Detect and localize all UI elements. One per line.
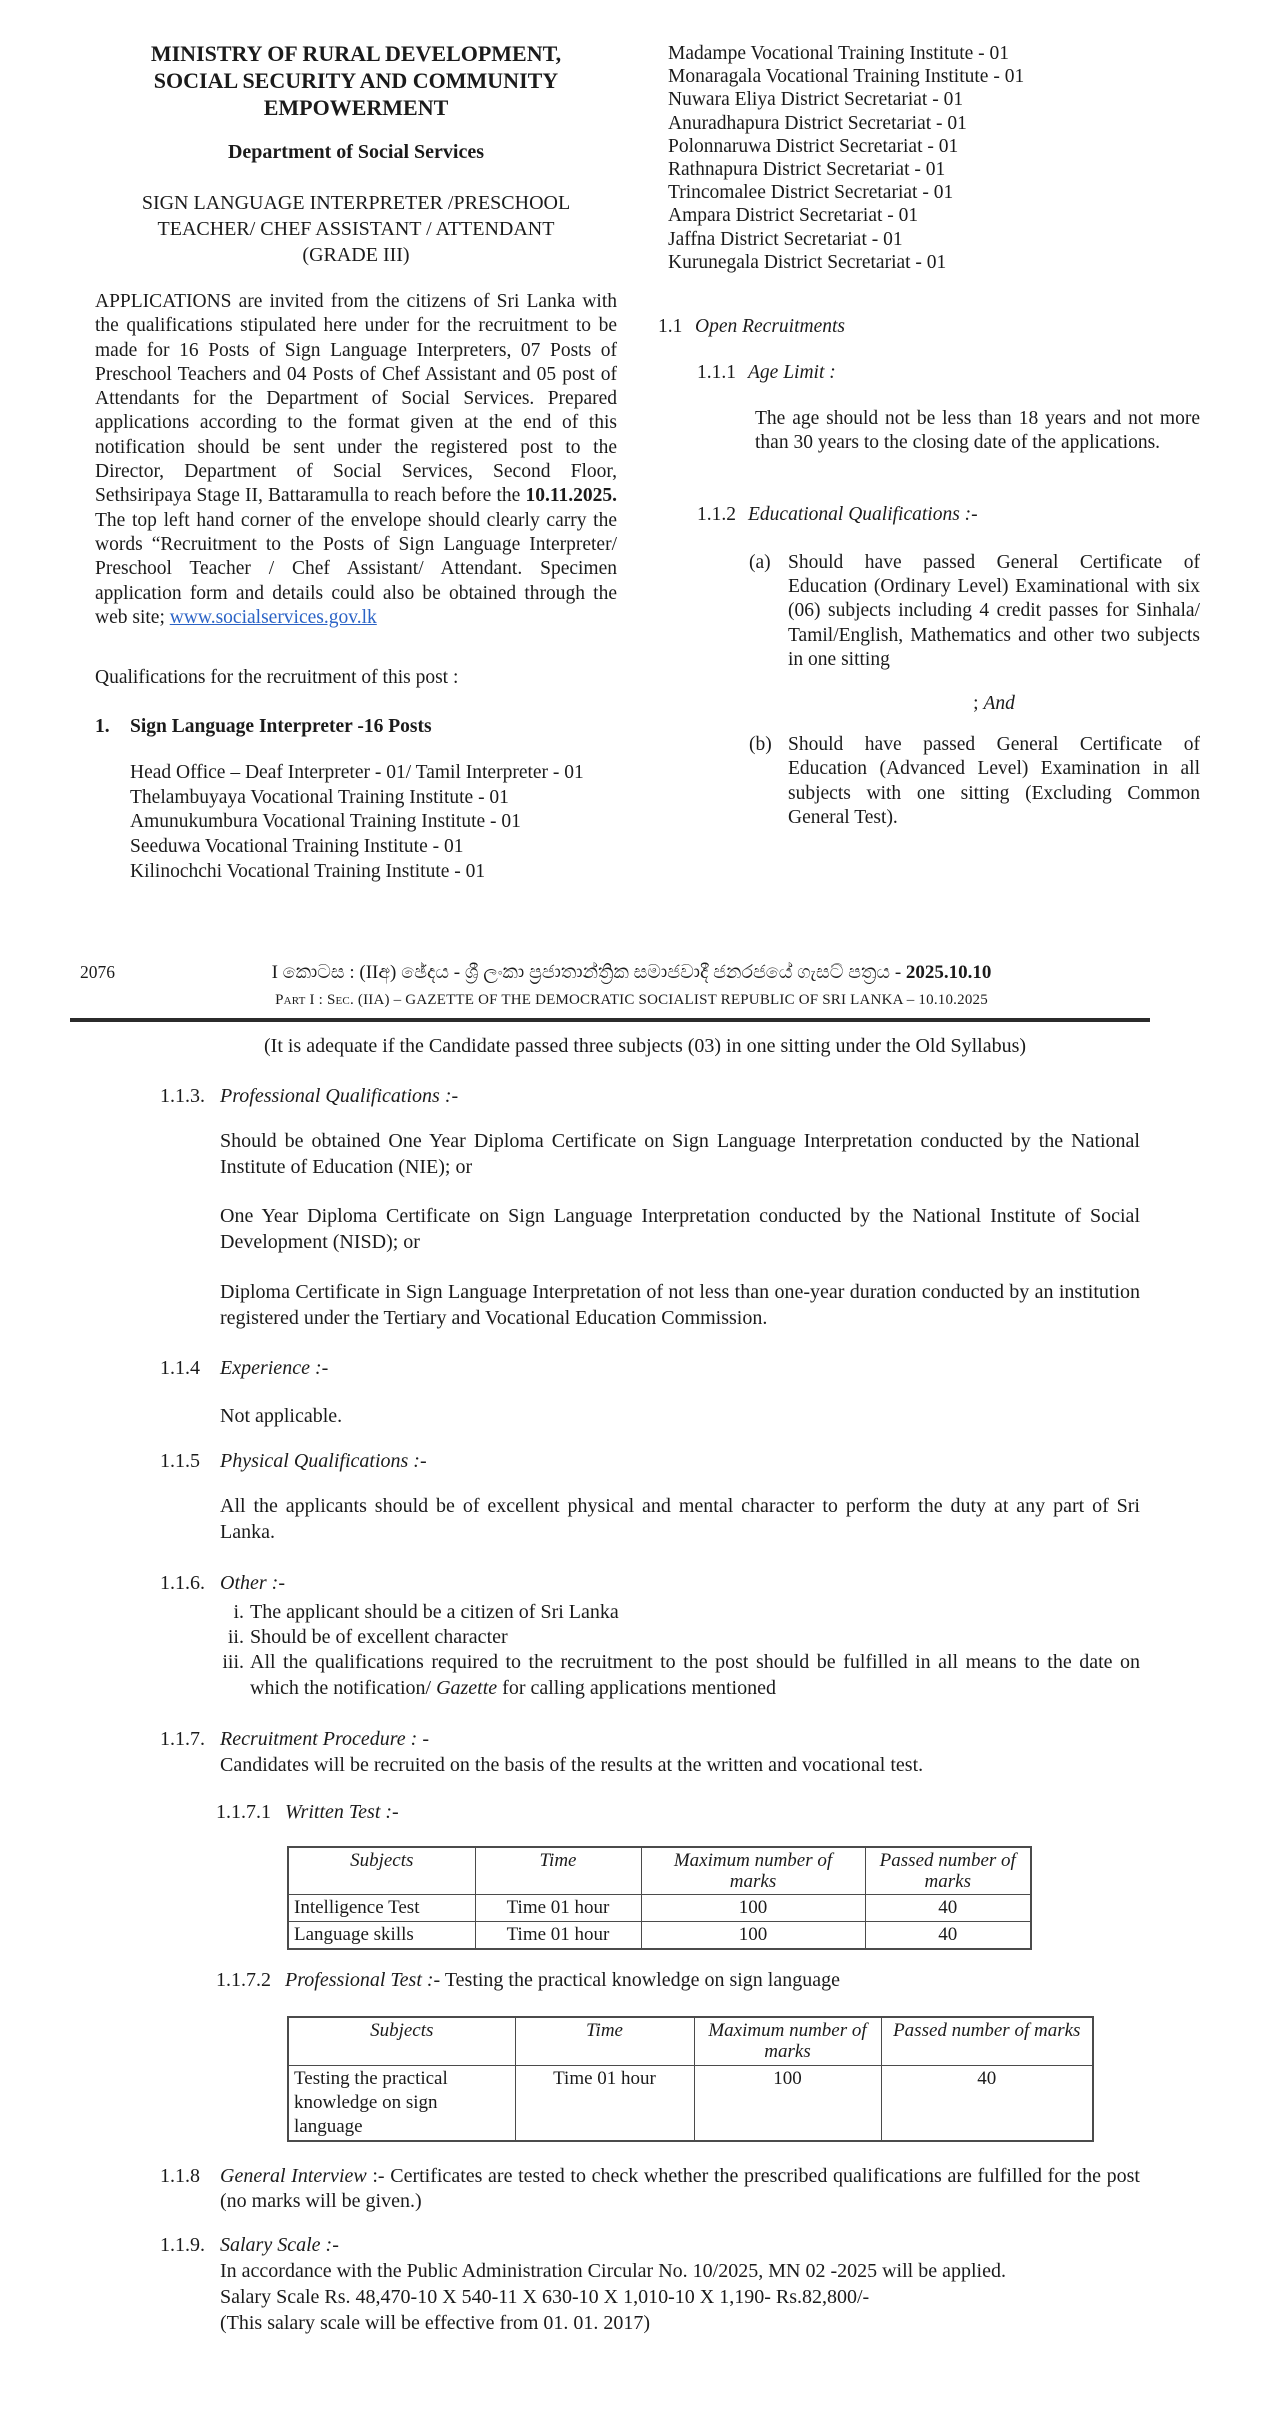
ministry-title: [95, 40, 617, 121]
header-double-rule: [70, 1018, 1150, 1022]
post-title-line-2: TEACHER/ CHEF ASSISTANT / ATTENDANT: [157, 218, 555, 240]
post-title-line-1: SIGN LANGUAGE INTERPRETER /PRESCHOOL: [141, 192, 571, 214]
section-title: Written Test :-: [285, 1800, 399, 1823]
location-item: Polonnaruwa District Secretariat - 01: [668, 135, 959, 157]
connector-and: [788, 692, 1200, 716]
column-header: Passed number of marks: [865, 1847, 1031, 1895]
column-header: Maximum number of marks: [694, 2017, 881, 2065]
subject-cell: Intelligence Test: [288, 1895, 475, 1922]
post-locations-right: [668, 42, 1200, 274]
item-label: (a): [749, 551, 771, 573]
ministry-title-line-2: SOCIAL SECURITY AND COMMUNITY: [153, 68, 559, 93]
item-text: Should have passed General Certificate of Education (Ordinary Level) Examinational with six (06) subjects including 4 credit passes for Sinhala/ Tamil/English, Mathematics and other two subjects in one sitting: [788, 551, 1200, 670]
gazette-sinhala-line: [0, 958, 1263, 988]
location-item: Jaffna District Secretariat - 01: [668, 228, 903, 250]
column-header: Subjects: [288, 2017, 515, 2065]
connector-semicolon: ;: [973, 693, 984, 715]
intro-paragraph: [95, 290, 617, 630]
pass-marks-cell: 40: [865, 1922, 1031, 1950]
section-title: Open Recruitments: [695, 316, 846, 338]
section-1-1: [658, 314, 1200, 339]
table-row: [288, 1895, 1031, 1922]
table-row: [288, 1922, 1031, 1950]
subject-cell: Testing the practical knowledge on sign language: [288, 2065, 515, 2141]
age-limit-text: The age should not be less than 18 years and not more than 30 years to the closing date of the applications.: [755, 408, 1200, 454]
post-heading-label: Sign Language Interpreter -16 Posts: [130, 716, 432, 738]
location-item: Kilinochchi Vocational Training Institute - 01: [130, 860, 486, 882]
section-number: 1.1.4: [160, 1357, 200, 1379]
pass-marks-cell: 40: [865, 1895, 1031, 1922]
time-cell: Time 01 hour: [515, 2065, 694, 2141]
gazette-page-one: [0, 0, 1263, 912]
section-number: 1.1.3.: [160, 1085, 205, 1107]
location-item: Thelambuyaya Vocational Training Institute - 01: [130, 786, 509, 808]
section-1-1-2: [697, 502, 1200, 527]
item-text: Should be of excellent character: [250, 1626, 508, 1649]
location-item: Rathnapura District Secretariat - 01: [668, 159, 946, 181]
section-title: Experience :-: [220, 1357, 329, 1379]
ministry-title-line-1: MINISTRY OF RURAL DEVELOPMENT,: [150, 41, 562, 66]
post-heading-number: 1.: [95, 716, 110, 738]
section-1-1-6: [160, 1571, 1140, 1596]
written-test-table: [287, 1846, 1032, 1951]
section-title: Salary Scale :-: [220, 2234, 339, 2257]
other-item-ii: [220, 1625, 1140, 1650]
section-title: Recruitment Procedure : -: [220, 1727, 429, 1750]
other-item-i: [220, 1600, 1140, 1625]
subject-cell: Language skills: [288, 1922, 475, 1950]
section-number: 1.1.8: [160, 2165, 200, 2188]
time-cell: Time 01 hour: [475, 1922, 641, 1950]
gazette-sinhala-date: 2025.10.10: [905, 962, 992, 983]
intro-text-1: APPLICATIONS are invited from the citizens of Sri Lanka with the qualifications stipulated here under for the recruitment to be made for 16 Posts of Sign Language Interpreters, 07 Posts of Preschool Teachers and 04 Posts of Chef Assistant and 05 post of Attendants for the Department of Social Services. Prepared applications according to the format given at the end of this notification should be sent under the registered post to the Director, Department of Social Services, Second Floor, Sethsiripaya Stage II, Battaramulla to reach before the: [95, 291, 617, 507]
gazette-running-header: [0, 958, 1263, 1010]
professional-qualification-para: Diploma Certificate in Sign Language Interpretation of not less than one-year duration conducted by an institution registered under the Tertiary and Vocational Education Commission.: [220, 1281, 1140, 1329]
max-marks-cell: 100: [641, 1895, 865, 1922]
closing-date: 10.11.2025.: [525, 485, 617, 507]
location-item: Madampe Vocational Training Institute - 01: [668, 43, 1010, 64]
experience-text: Not applicable.: [220, 1405, 343, 1427]
location-item: Seeduwa Vocational Training Institute - 01: [130, 835, 464, 857]
section-number: 1.1.6.: [160, 1572, 205, 1594]
location-item: Nuwara Eliya District Secretariat - 01: [668, 89, 964, 111]
section-line: [285, 1968, 840, 1993]
old-syllabus-note: (It is adequate if the Candidate passed three subjects (03) in one sitting under the Old Syllabus): [264, 1035, 1027, 1057]
item-text-after: for calling applications mentioned: [497, 1676, 776, 1699]
section-title: General Interview: [220, 2165, 367, 2188]
section-title: Physical Qualifications :-: [220, 1450, 427, 1472]
section-1-1-3: [160, 1084, 1140, 1109]
gazette-page-number: 2076: [80, 962, 115, 982]
salary-scale-line: In accordance with the Public Administration Circular No. 10/2025, MN 02 -2025 will be applied.: [220, 2260, 1006, 2283]
section-number: 1.1: [658, 316, 683, 338]
salary-scale-line: (This salary scale will be effective from 01. 01. 2017): [220, 2312, 651, 2335]
post-locations-left: [130, 761, 617, 884]
item-text: [250, 1650, 1140, 1700]
max-marks-cell: 100: [641, 1922, 865, 1950]
ministry-title-line-3: EMPOWERMENT: [263, 95, 449, 120]
table-header-row: [288, 2017, 1093, 2065]
section-title: Educational Qualifications :-: [748, 503, 978, 525]
left-column: [95, 0, 617, 912]
section-1-1-7: [160, 1727, 1140, 1752]
section-1-1-7-1: [216, 1800, 1140, 1825]
connector-word: And: [983, 693, 1015, 715]
section-number: 1.1.2: [697, 503, 736, 525]
location-item: Trincomalee District Secretariat - 01: [668, 182, 954, 204]
location-item: Ampara District Secretariat - 01: [668, 205, 919, 227]
gazette-word: Gazette: [436, 1676, 498, 1699]
section-body: :- Certificates are tested to check whether the prescribed qualifications are fulfilled for the post (no marks will be given.): [220, 2165, 1140, 2213]
website-link[interactable]: www.socialservices.gov.lk: [169, 606, 377, 628]
section-number: 1.1.9.: [160, 2234, 205, 2257]
section-1-1-7-2: [216, 1968, 1140, 1993]
location-item: Amunukumbura Vocational Training Institute - 01: [130, 811, 521, 833]
post-heading: [95, 714, 617, 739]
section-number: 1.1.7.1: [216, 1800, 271, 1823]
recruitment-procedure-text: Candidates will be recruited on the basis of the results at the written and vocational test.: [220, 1753, 924, 1776]
other-item-iii: [220, 1650, 1140, 1700]
section-title: Age Limit :: [748, 362, 836, 384]
section-1-1-4: [160, 1356, 1140, 1381]
educational-item-a: [749, 551, 1200, 672]
table-header-row: [288, 1847, 1031, 1895]
location-item: Kurunegala District Secretariat - 01: [668, 251, 947, 273]
section-number: 1.1.1: [697, 362, 736, 384]
section-1-1-9: [160, 2233, 1140, 2258]
table-row: [288, 2065, 1093, 2141]
pass-marks-cell: 40: [881, 2065, 1093, 2141]
section-1-1-8: [160, 2164, 1140, 2214]
column-header: Time: [475, 1847, 641, 1895]
post-title-line-3: (GRADE III): [302, 244, 410, 266]
item-label: iii.: [222, 1651, 244, 1674]
column-header: Subjects: [288, 1847, 475, 1895]
section-1-1-1: [697, 360, 1200, 385]
section-number: 1.1.5: [160, 1450, 200, 1472]
salary-scale-line: Salary Scale Rs. 48,470-10 X 540-11 X 630-10 X 1,010-10 X 1,190- Rs.82,800/-: [220, 2286, 870, 2309]
item-text-before: All the qualifications required to the recruitment to the post should be fulfilled in all means to the date on which the notification/: [250, 1651, 1140, 1699]
section-trailing-text: Testing the practical knowledge on sign language: [440, 1969, 840, 1992]
physical-qualification-text: All the applicants should be of excellent physical and mental character to perform the duty at any part of Sri Lanka.: [220, 1495, 1140, 1543]
educational-item-b: [749, 733, 1200, 830]
item-label: (b): [749, 734, 772, 756]
gazette-english-line: Part I : Sec. (IIA) – GAZETTE OF THE DEMOCRATIC SOCIALIST REPUBLIC OF SRI LANKA – 10.10.2025: [275, 992, 988, 1008]
item-label: i.: [233, 1601, 244, 1623]
column-header: Passed number of marks: [881, 2017, 1093, 2065]
section-1-1-5: [160, 1449, 1140, 1474]
qualifications-intro: Qualifications for the recruitment of this post :: [95, 667, 459, 689]
location-item: Monaragala Vocational Training Institute - 01: [668, 66, 1025, 88]
column-header: Time: [515, 2017, 694, 2065]
section-title: Professional Qualifications :-: [220, 1085, 459, 1107]
location-item: Head Office – Deaf Interpreter - 01/ Tamil Interpreter - 01: [130, 762, 584, 784]
post-title: [95, 190, 617, 268]
department-title: Department of Social Services: [227, 141, 485, 163]
gazette-page-two: [160, 1034, 1140, 2336]
location-item: Anuradhapura District Secretariat - 01: [668, 112, 967, 134]
section-number: 1.1.7.2: [216, 1969, 271, 1992]
gazette-sinhala-text: I කොටස : (IIඅ) ඡේදය - ශ්‍රී ලංකා ප්‍රජාතාන්ත්‍රික සමාජවාදී ජනරජයේ ගැසට් පත්‍රය -: [271, 962, 906, 983]
item-label: ii.: [227, 1626, 244, 1649]
max-marks-cell: 100: [694, 2065, 881, 2141]
item-text: Should have passed General Certificate of Education (Advanced Level) Examination in all subjects with one sitting (Excluding Common General Test).: [788, 734, 1200, 828]
professional-qualification-para: One Year Diploma Certificate on Sign Language Interpretation conducted by the National Institute of Social Development (NISD); or: [220, 1205, 1140, 1253]
general-interview-text: [220, 2164, 1140, 2214]
right-column: [658, 0, 1200, 912]
column-header: Maximum number of marks: [641, 1847, 865, 1895]
section-number: 1.1.7.: [160, 1727, 205, 1750]
section-title: Professional Test :-: [285, 1969, 441, 1992]
section-title: Other :-: [220, 1572, 285, 1594]
professional-qualification-para: Should be obtained One Year Diploma Certificate on Sign Language Interpretation conducted by the National Institute of Education (NIE); or: [220, 1130, 1140, 1178]
professional-test-table: [287, 2016, 1094, 2142]
intro-text-2: The top left hand corner of the envelope should clearly carry the words “Recruitment to the Posts of Sign Language Interpreter/ Preschool Teacher / Chef Assistant/ Attendant. Specimen application form and details could also be obtained through the web site;: [95, 509, 617, 628]
time-cell: Time 01 hour: [475, 1895, 641, 1922]
item-text: The applicant should be a citizen of Sri Lanka: [250, 1601, 619, 1623]
